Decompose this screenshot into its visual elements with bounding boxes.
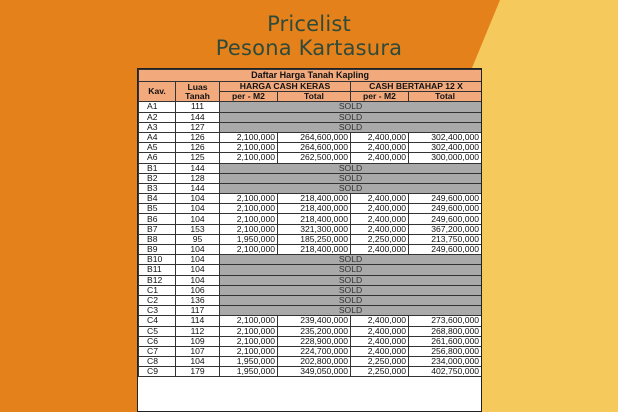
installment-total-cell: 256,800,000 — [409, 346, 482, 356]
kav-cell: B1 — [139, 163, 176, 173]
kav-cell: C1 — [139, 285, 176, 295]
col-kav-header: Kav. — [139, 82, 176, 102]
table-row — [139, 122, 482, 132]
table-row — [139, 163, 482, 173]
cash-per-m2-cell: 2,100,000 — [220, 326, 278, 336]
table-row — [139, 194, 482, 204]
luas-cell: 104 — [176, 194, 220, 204]
kav-cell: A3 — [139, 122, 176, 132]
cash-total-cell: 218,400,000 — [278, 214, 351, 224]
installment-total-cell: 367,200,000 — [409, 224, 482, 234]
cash-per-m2-cell: 1,950,000 — [220, 367, 278, 377]
cash-total-cell: 321,300,000 — [278, 224, 351, 234]
luas-cell: 95 — [176, 234, 220, 244]
kav-cell: C5 — [139, 326, 176, 336]
kav-cell: C3 — [139, 306, 176, 316]
table-row — [139, 285, 482, 295]
luas-cell: 104 — [176, 214, 220, 224]
cash-total-cell: 185,250,000 — [278, 234, 351, 244]
sold-cell: SOLD — [220, 295, 482, 305]
installment-total-cell: 302,400,000 — [409, 132, 482, 142]
luas-cell: 179 — [176, 367, 220, 377]
table-row — [139, 255, 482, 265]
kav-cell: A6 — [139, 153, 176, 163]
sold-cell: SOLD — [220, 122, 482, 132]
cash-total-cell: 218,400,000 — [278, 245, 351, 255]
installment-per-m2-cell: 2,250,000 — [351, 234, 409, 244]
table-row — [139, 245, 482, 255]
sold-cell: SOLD — [220, 102, 482, 112]
table-body — [139, 102, 482, 377]
kav-cell: B11 — [139, 265, 176, 275]
sold-cell: SOLD — [220, 183, 482, 193]
installment-per-m2-cell: 2,400,000 — [351, 143, 409, 153]
luas-cell: 114 — [176, 316, 220, 326]
kav-cell: B2 — [139, 173, 176, 183]
installment-total-cell: 249,600,000 — [409, 194, 482, 204]
luas-cell: 144 — [176, 183, 220, 193]
cash-per-m2-cell: 2,100,000 — [220, 245, 278, 255]
title-line-2: Pesona Kartasura — [215, 36, 403, 60]
cash-per-m2-cell: 2,100,000 — [220, 204, 278, 214]
kav-cell: B3 — [139, 183, 176, 193]
cash-per-m2-header: per - M2 — [220, 92, 278, 102]
cash-total-cell: 264,600,000 — [278, 132, 351, 142]
luas-cell: 117 — [176, 306, 220, 316]
luas-cell: 104 — [176, 204, 220, 214]
title-line-1: Pricelist — [267, 12, 351, 36]
kav-cell: B7 — [139, 224, 176, 234]
sold-cell: SOLD — [220, 163, 482, 173]
table-row — [139, 183, 482, 193]
kav-cell: B12 — [139, 275, 176, 285]
luas-cell: 144 — [176, 112, 220, 122]
cash-per-m2-cell: 2,100,000 — [220, 316, 278, 326]
cash-total-cell: 228,900,000 — [278, 336, 351, 346]
installment-per-m2-cell: 2,400,000 — [351, 132, 409, 142]
luas-cell: 126 — [176, 132, 220, 142]
cash-total-header: Total — [278, 92, 351, 102]
luas-cell: 112 — [176, 326, 220, 336]
table-title: Daftar Harga Tanah Kapling — [139, 70, 482, 82]
cash-total-cell: 264,600,000 — [278, 143, 351, 153]
table-row — [139, 265, 482, 275]
installment-total-cell: 249,600,000 — [409, 214, 482, 224]
sold-cell: SOLD — [220, 255, 482, 265]
installment-total-cell: 249,600,000 — [409, 204, 482, 214]
installment-per-m2-cell: 2,400,000 — [351, 224, 409, 234]
cash-per-m2-cell: 2,100,000 — [220, 336, 278, 346]
luas-cell: 126 — [176, 143, 220, 153]
installment-per-m2-cell: 2,400,000 — [351, 153, 409, 163]
kav-cell: B5 — [139, 204, 176, 214]
table-row — [139, 357, 482, 367]
cash-per-m2-cell: 2,100,000 — [220, 224, 278, 234]
table-row — [139, 367, 482, 377]
installment-total-cell: 234,000,000 — [409, 357, 482, 367]
table-row — [139, 336, 482, 346]
cash-per-m2-cell: 1,950,000 — [220, 234, 278, 244]
installment-per-m2-cell: 2,250,000 — [351, 367, 409, 377]
sold-cell: SOLD — [220, 265, 482, 275]
luas-cell: 104 — [176, 357, 220, 367]
cash-per-m2-cell: 2,100,000 — [220, 214, 278, 224]
table-row — [139, 295, 482, 305]
cash-total-cell: 202,800,000 — [278, 357, 351, 367]
table-row — [139, 316, 482, 326]
group-cash-header: HARGA CASH KERAS — [220, 82, 351, 92]
luas-cell: 104 — [176, 255, 220, 265]
kav-cell: C4 — [139, 316, 176, 326]
installment-per-m2-cell: 2,400,000 — [351, 214, 409, 224]
luas-cell: 136 — [176, 295, 220, 305]
table-row — [139, 204, 482, 214]
luas-cell: 111 — [176, 102, 220, 112]
cash-per-m2-cell: 2,100,000 — [220, 194, 278, 204]
kav-cell: A1 — [139, 102, 176, 112]
cash-total-cell: 218,400,000 — [278, 204, 351, 214]
kav-cell: B8 — [139, 234, 176, 244]
table-row — [139, 102, 482, 112]
luas-cell: 153 — [176, 224, 220, 234]
table-row — [139, 326, 482, 336]
installment-total-cell: 249,600,000 — [409, 245, 482, 255]
table-row — [139, 234, 482, 244]
table-row — [139, 346, 482, 356]
installment-per-m2-cell: 2,400,000 — [351, 326, 409, 336]
cash-total-cell: 218,400,000 — [278, 194, 351, 204]
table-row — [139, 143, 482, 153]
installment-total-cell: 213,750,000 — [409, 234, 482, 244]
luas-cell: 106 — [176, 285, 220, 295]
price-table-sheet — [137, 68, 482, 412]
table-row — [139, 153, 482, 163]
cash-per-m2-cell: 2,100,000 — [220, 143, 278, 153]
installment-per-m2-cell: 2,400,000 — [351, 204, 409, 214]
kav-cell: B4 — [139, 194, 176, 204]
cash-per-m2-cell: 1,950,000 — [220, 357, 278, 367]
cash-total-cell: 224,700,000 — [278, 346, 351, 356]
cash-per-m2-cell: 2,100,000 — [220, 132, 278, 142]
table-row — [139, 112, 482, 122]
table-row — [139, 306, 482, 316]
installment-total-cell: 261,600,000 — [409, 336, 482, 346]
kav-cell: A2 — [139, 112, 176, 122]
luas-cell: 104 — [176, 245, 220, 255]
installment-total-cell: 302,400,000 — [409, 143, 482, 153]
luas-cell: 104 — [176, 265, 220, 275]
kav-cell: C2 — [139, 295, 176, 305]
installment-per-m2-header: per - M2 — [351, 92, 409, 102]
luas-cell: 104 — [176, 275, 220, 285]
table-row — [139, 132, 482, 142]
kav-cell: C9 — [139, 367, 176, 377]
group-installment-header: CASH BERTAHAP 12 X — [351, 82, 482, 92]
sold-cell: SOLD — [220, 173, 482, 183]
luas-cell: 127 — [176, 122, 220, 132]
kav-cell: C7 — [139, 346, 176, 356]
kav-cell: C6 — [139, 336, 176, 346]
sold-cell: SOLD — [220, 306, 482, 316]
table-row — [139, 224, 482, 234]
luas-cell: 109 — [176, 336, 220, 346]
installment-per-m2-cell: 2,250,000 — [351, 357, 409, 367]
sold-cell: SOLD — [220, 112, 482, 122]
cash-total-cell: 235,200,000 — [278, 326, 351, 336]
cash-total-cell: 262,500,000 — [278, 153, 351, 163]
installment-per-m2-cell: 2,400,000 — [351, 194, 409, 204]
cash-per-m2-cell: 2,100,000 — [220, 153, 278, 163]
installment-total-cell: 300,000,000 — [409, 153, 482, 163]
table-row — [139, 214, 482, 224]
kav-cell: B9 — [139, 245, 176, 255]
col-luas-header: Luas Tanah — [176, 82, 220, 102]
kav-cell: B10 — [139, 255, 176, 265]
luas-cell: 144 — [176, 163, 220, 173]
cash-total-cell: 349,050,000 — [278, 367, 351, 377]
table-row — [139, 275, 482, 285]
cash-total-cell: 239,400,000 — [278, 316, 351, 326]
installment-per-m2-cell: 2,400,000 — [351, 336, 409, 346]
kav-cell: B6 — [139, 214, 176, 224]
installment-total-header: Total — [409, 92, 482, 102]
table-row — [139, 173, 482, 183]
installment-per-m2-cell: 2,400,000 — [351, 245, 409, 255]
cash-per-m2-cell: 2,100,000 — [220, 346, 278, 356]
price-table — [138, 69, 482, 377]
installment-total-cell: 273,600,000 — [409, 316, 482, 326]
luas-cell: 107 — [176, 346, 220, 356]
sold-cell: SOLD — [220, 285, 482, 295]
installment-per-m2-cell: 2,400,000 — [351, 346, 409, 356]
kav-cell: A4 — [139, 132, 176, 142]
kav-cell: C8 — [139, 357, 176, 367]
installment-per-m2-cell: 2,400,000 — [351, 316, 409, 326]
luas-cell: 128 — [176, 173, 220, 183]
installment-total-cell: 402,750,000 — [409, 367, 482, 377]
luas-cell: 125 — [176, 153, 220, 163]
sold-cell: SOLD — [220, 275, 482, 285]
kav-cell: A5 — [139, 143, 176, 153]
installment-total-cell: 268,800,000 — [409, 326, 482, 336]
